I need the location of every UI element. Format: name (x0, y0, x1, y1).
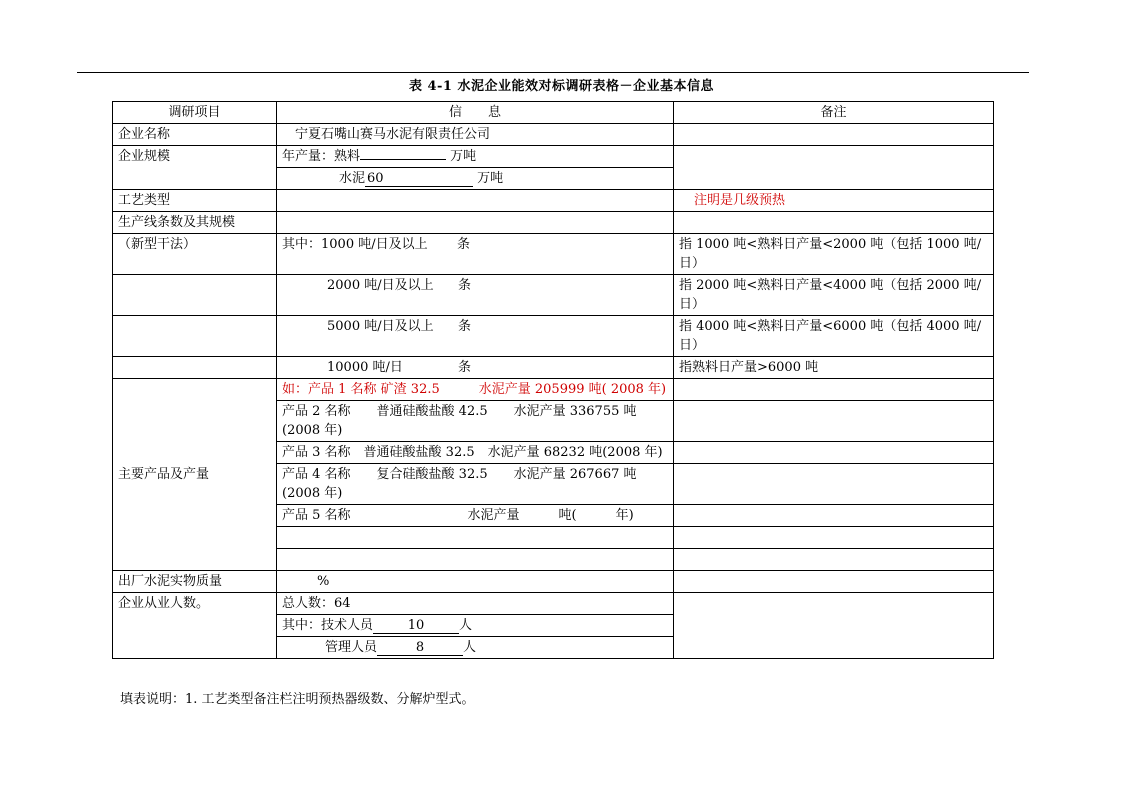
staff-total-cell (277, 593, 674, 615)
product-row-6-info[interactable] (277, 527, 674, 549)
lines-row-2-label (113, 275, 277, 316)
product-row-1-info: 如：产品 1 名称 矿渣 32.5 水泥产量 205999 吨( 2008 年) (277, 379, 674, 401)
lines-row-3-unit: 条 (458, 319, 472, 334)
lines-row-3-info (277, 316, 674, 357)
lines-label-info (277, 212, 674, 234)
staff-mgmt-unit: 人 (463, 640, 477, 655)
lines-sublabel: （新型干法） (113, 234, 277, 275)
lines-row-3 (113, 316, 994, 357)
lines-row-4-note: 指熟料日产量>6000 吨 (674, 357, 994, 379)
staff-total-prefix: 总人数： (282, 596, 335, 611)
scale-cement-unit: 万吨 (477, 171, 504, 186)
product-row-6-note[interactable] (674, 527, 994, 549)
scale-label: 企业规模 (113, 146, 277, 190)
lines-row-1-info (277, 234, 674, 275)
scale-cement-prefix: 水泥 (339, 171, 366, 186)
products-label: 主要产品及产量 (113, 379, 277, 571)
lines-row-4-label (113, 357, 277, 379)
top-rule (77, 72, 1029, 73)
staff-mgmt-cell (277, 637, 674, 659)
header-info: 信 息 (277, 102, 674, 124)
staff-row-1 (113, 593, 994, 615)
staff-note[interactable] (674, 593, 994, 659)
staff-tech-cell (277, 615, 674, 637)
lines-row-2-text: 2000 吨/日及以上 (327, 278, 434, 293)
product-row-7-info[interactable] (277, 549, 674, 571)
company-note[interactable] (674, 124, 994, 146)
lines-row-3-text: 5000 吨/日及以上 (327, 319, 434, 334)
table-title: 表 4-1 水泥企业能效对标调研表格－企业基本信息 (408, 79, 715, 94)
product-row-7-note[interactable] (674, 549, 994, 571)
lines-row-1-text: 其中：1000 吨/日及以上 (282, 237, 428, 252)
quality-label: 出厂水泥实物质量 (113, 571, 277, 593)
product-row-1-note[interactable] (674, 379, 994, 401)
staff-tech-field[interactable]: 10 (373, 618, 459, 634)
lines-row-4-info (277, 357, 674, 379)
product-row-5-info[interactable]: 产品 5 名称 水泥产量 吨( 年) (277, 505, 674, 527)
lines-row-3-note: 指 4000 吨<熟料日产量<6000 吨（包括 4000 吨/日） (674, 316, 994, 357)
scale-clinker-unit: 万吨 (450, 149, 477, 164)
quality-value[interactable]: % (277, 571, 674, 593)
product-row-3-info[interactable]: 产品 3 名称 普通硅酸盐酸 32.5 水泥产量 68232 吨(2008 年) (277, 442, 674, 464)
scale-clinker-prefix: 年产量：熟料 (282, 149, 361, 164)
header-row (113, 102, 994, 124)
company-row (113, 124, 994, 146)
lines-row-4-text: 10000 吨/日 (327, 360, 403, 375)
product-row-5-note[interactable] (674, 505, 994, 527)
lines-label-row (113, 212, 994, 234)
lines-label-note (674, 212, 994, 234)
lines-row-2 (113, 275, 994, 316)
scale-note[interactable] (674, 146, 994, 190)
scale-cement-field[interactable]: 60 (365, 171, 473, 187)
lines-row-2-unit: 条 (458, 278, 472, 293)
lines-row-2-note: 指 2000 吨<熟料日产量<4000 吨（包括 2000 吨/日） (674, 275, 994, 316)
scale-row-1 (113, 146, 994, 168)
product-row-3-note[interactable] (674, 442, 994, 464)
process-label: 工艺类型 (113, 190, 277, 212)
company-value[interactable]: 宁夏石嘴山赛马水泥有限责任公司 (277, 124, 674, 146)
lines-row-2-info (277, 275, 674, 316)
product-row-1 (113, 379, 994, 401)
company-label: 企业名称 (113, 124, 277, 146)
scale-cement-cell (277, 168, 674, 190)
lines-row-4 (113, 357, 994, 379)
lines-row-3-label (113, 316, 277, 357)
quality-note[interactable] (674, 571, 994, 593)
process-note: 注明是几级预热 (674, 190, 994, 212)
staff-total-value[interactable]: 64 (334, 596, 351, 611)
product-row-4-note[interactable] (674, 464, 994, 505)
lines-row-1-note: 指 1000 吨<熟料日产量<2000 吨（包括 1000 吨/日） (674, 234, 994, 275)
lines-label: 生产线条数及其规模 (113, 212, 277, 234)
header-note: 备注 (674, 102, 994, 124)
lines-row-1-unit: 条 (457, 237, 471, 252)
footnote: 填表说明：1. 工艺类型备注栏注明预热器级数、分解炉型式。 (120, 692, 475, 707)
scale-clinker-field[interactable] (360, 159, 446, 160)
staff-tech-prefix: 其中：技术人员 (282, 618, 374, 633)
survey-table (112, 101, 994, 659)
header-item: 调研项目 (113, 102, 277, 124)
staff-mgmt-field[interactable]: 8 (377, 640, 463, 656)
process-value[interactable] (277, 190, 674, 212)
product-row-2-note[interactable] (674, 401, 994, 442)
lines-row-1 (113, 234, 994, 275)
staff-tech-unit: 人 (459, 618, 473, 633)
staff-label: 企业从业人数。 (113, 593, 277, 659)
staff-mgmt-prefix: 管理人员 (325, 640, 378, 655)
process-row (113, 190, 994, 212)
lines-row-4-unit: 条 (458, 360, 472, 375)
product-row-2-info[interactable]: 产品 2 名称 普通硅酸盐酸 42.5 水泥产量 336755 吨(2008 年) (277, 401, 674, 442)
quality-row (113, 571, 994, 593)
product-row-4-info[interactable]: 产品 4 名称 复合硅酸盐酸 32.5 水泥产量 267667 吨(2008 年) (277, 464, 674, 505)
scale-clinker-cell (277, 146, 674, 168)
